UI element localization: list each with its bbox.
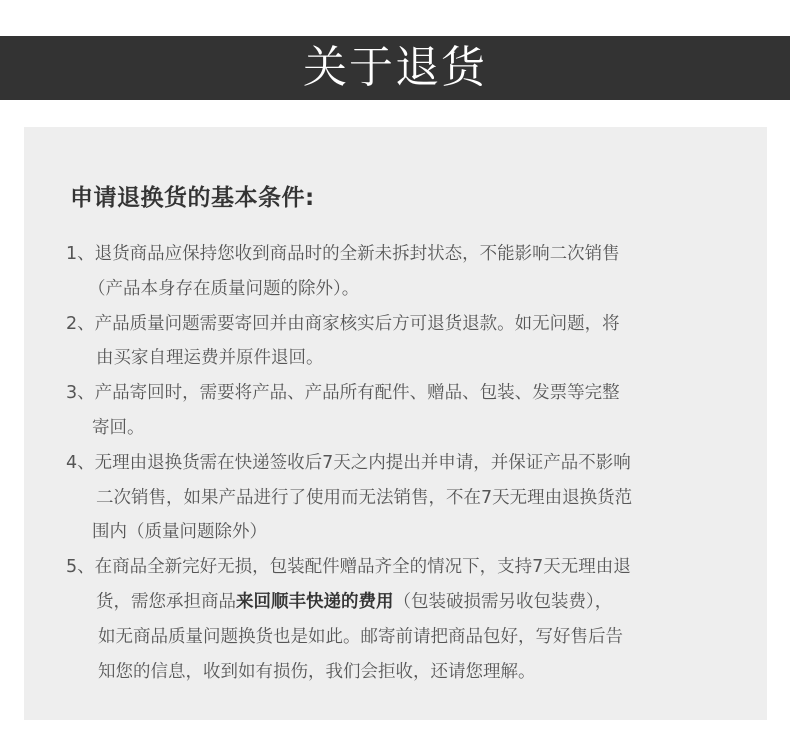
condition-3-line-2: 寄回。 [92, 417, 145, 438]
condition-5-line-2 [66, 585, 726, 620]
conditions-heading: 申请退换货的基本条件: [70, 185, 315, 211]
condition-2-line-1: 2、产品质量问题需要寄回并由商家核实后方可退货退款。如无问题，将 [66, 313, 620, 334]
condition-3-line-1: 3、产品寄回时，需要将产品、产品所有配件、赠品、包装、发票等完整 [66, 383, 620, 404]
page-banner-title: 关于退货 [0, 36, 790, 100]
conditions-list [66, 237, 726, 689]
return-policy-panel [24, 127, 767, 720]
condition-4-line-2: 二次销售，如果产品进行了使用而无法销售，不在7天无理由退换货范 [96, 487, 633, 508]
condition-5-line-3: 如无商品质量问题换货也是如此。邮寄前请把商品包好，写好售后告 [98, 626, 623, 647]
condition-1-line-1: 1、退货商品应保持您收到商品时的全新未拆封状态，不能影响二次销售 [66, 244, 620, 264]
condition-item-3 [66, 376, 726, 446]
condition-5-line-1: 5、在商品全新完好无损，包装配件赠品齐全的情况下，支持7天无理由退 [66, 557, 631, 578]
condition-item-5 [66, 550, 726, 689]
condition-item-1 [66, 237, 726, 307]
condition-item-4 [66, 446, 726, 550]
condition-1-line-2: （产品本身存在质量问题的除外）。 [88, 278, 360, 299]
condition-item-2 [66, 307, 726, 377]
condition-2-line-2: 由买家自理运费并原件退回。 [96, 348, 324, 369]
condition-5-line-2-post: （包装破损需另收包装费）， [393, 591, 613, 612]
condition-5-line-2-pre: 货，需您承担商品 [96, 591, 236, 612]
condition-4-line-1: 4、无理由退换货需在快递签收后7天之内提出并申请，并保证产品不影响 [66, 452, 631, 473]
shipping-fee-emphasis: 来回顺丰快递的费用 [236, 591, 394, 612]
condition-4-line-3: 围内（质量问题除外） [92, 522, 267, 543]
condition-5-line-4: 知您的信息，收到如有损伤，我们会拒收，还请您理解。 [98, 661, 536, 682]
